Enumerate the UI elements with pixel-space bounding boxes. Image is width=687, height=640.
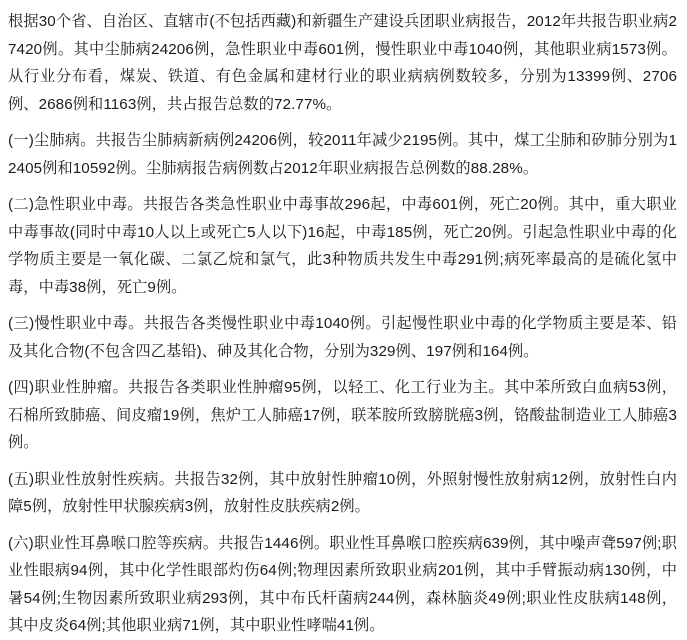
paragraph-occupational-tumor: (四)职业性肿瘤。共报告各类职业性肿瘤95例，以轻工、化工行业为主。其中苯所致白血病53例，石棉所致肺癌、间皮瘤19例，焦炉工人肺癌17例，联苯胺所致膀胱癌3例，铬酸盐制造业工人肺癌3例。 <box>8 379 677 451</box>
paragraph-radiation-disease: (五)职业性放射性疾病。共报告32例，其中放射性肿瘤10例，外照射慢性放射病12例，放射性白内障5例，放射性甲状腺疾病3例，放射性皮肤疾病2例。 <box>8 470 677 515</box>
paragraph-acute-poisoning: (二)急性职业中毒。共报告各类急性职业中毒事故296起，中毒601例，死亡20例。其中，重大职业中毒事故(同时中毒10人以上或死亡5人以下)16起，中毒185例，死亡20例。引起急性职业中毒的化学物质主要是一氧化碳、二氯乙烷和氯气，此3种物质共发生中毒291例;病死率最高的是硫化氢中毒，中毒38例，死亡9例。 <box>8 196 677 296</box>
paragraph-ent-and-other-diseases: (六)职业性耳鼻喉口腔等疾病。共报告1446例。职业性耳鼻喉口腔疾病639例，其中噪声聋597例;职业性眼病94例，其中化学性眼部灼伤64例;物理因素所致职业病201例，其中手臂振动病130例，中暑54例;生物因素所致职业病293例，其中布氏杆菌病244例，森林脑炎49例;职业性皮肤病148例，其中皮炎64例;其他职业病71例，其中职业性哮喘41例。 <box>8 534 677 634</box>
paragraph-pneumoconiosis: (一)尘肺病。共报告尘肺病新病例24206例，较2011年减少2195例。其中，煤工尘肺和矽肺分别为12405例和10592例。尘肺病报告病例数占2012年职业病报告总例数的88.28%。 <box>8 132 677 177</box>
paragraph-summary: 根据30个省、自治区、直辖市(不包括西藏)和新疆生产建设兵团职业病报告，2012年共报告职业病27420例。其中尘肺病24206例，急性职业中毒601例，慢性职业中毒1040例，其他职业病1573例。从行业分布看，煤炭、铁道、有色金属和建材行业的职业病病例数较多，分别为13399例、2706例、2686例和1163例，共占报告总数的72.77%。 <box>8 13 677 113</box>
paragraph-chronic-poisoning: (三)慢性职业中毒。共报告各类慢性职业中毒1040例。引起慢性职业中毒的化学物质主要是苯、铅及其化合物(不包含四乙基铅)、砷及其化合物，分别为329例、197例和164例。 <box>8 315 677 360</box>
